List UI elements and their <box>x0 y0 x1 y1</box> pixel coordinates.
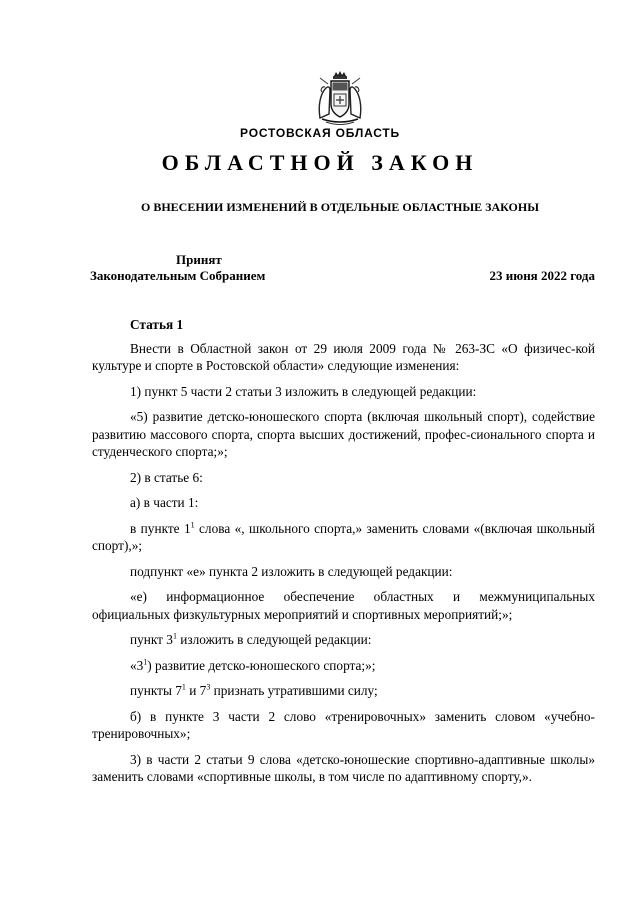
document-body <box>92 316 595 794</box>
paragraph-item-2: 2) в статье 6: <box>130 469 203 485</box>
adoption-body: Законодательным Собранием <box>90 268 266 283</box>
paragraph-item-3: 3) в части 2 статьи 9 слова «детско-юношеские спортивно-адаптивные школы» заменить словами «спортивные школы, в том числе по адаптивному спорту,». <box>92 751 595 784</box>
adoption-label: Принят <box>176 252 222 267</box>
document-subtitle: О ВНЕСЕНИИ ИЗМЕНЕНИЙ В ОТДЕЛЬНЫЕ ОБЛАСТНЫЕ ЗАКОНЫ <box>141 200 539 214</box>
region-name: РОСТОВСКАЯ ОБЛАСТЬ <box>240 126 400 140</box>
paragraph-item-2a-4 <box>92 682 595 700</box>
paragraph-item-2a-3 <box>92 631 595 649</box>
paragraph-item-1: 1) пункт 5 части 2 статьи 3 изложить в следующей редакции: <box>130 383 477 399</box>
paragraph-item-2a-2-text: «е) информационное обеспечение областных и межмуниципальных официальных физкультурных мероприятий и спортивных мероприятий;»; <box>92 589 595 622</box>
article-heading: Статья 1 <box>130 317 184 332</box>
document-title: ОБЛАСТНОЙ ЗАКОН <box>161 150 479 175</box>
paragraph-item-2a-2: подпункт «е» пункта 2 изложить в следующей редакции: <box>130 563 453 579</box>
text-part: и 7 <box>185 683 207 698</box>
text-part: признать утратившими силу; <box>210 683 378 698</box>
superscript: 1 <box>143 657 148 667</box>
superscript: 1 <box>190 520 195 530</box>
paragraph-item-1-text: «5) развитие детско-юношеского спорта (включая школьный спорт), содействие развитию массового спорта, спорта высших достижений, профес-сионального спорта и студенческого спорта;»; <box>92 409 595 459</box>
paragraph-item-2a-3-text <box>92 657 595 675</box>
text-part: «3 <box>130 657 144 673</box>
text-part: пункты 7 <box>130 683 182 698</box>
coat-of-arms-icon <box>314 70 366 126</box>
paragraph-item-2a: а) в части 1: <box>130 495 199 510</box>
adoption-block <box>92 252 302 284</box>
superscript: 1 <box>172 631 177 641</box>
adoption-date: 23 июня 2022 года <box>489 268 595 283</box>
text-part: слова «, школьного спорта,» заменить словами «(включая школьный спорт),»; <box>92 520 596 553</box>
superscript: 3 <box>206 682 211 692</box>
text-part: пункт 3 <box>130 632 173 647</box>
paragraph-item-2b: б) в пункте 3 части 2 слово «тренировочных» заменить словом «учебно-тренировочных»; <box>92 708 595 741</box>
text-part: ) развитие детско-юношеского спорта;»; <box>147 657 376 673</box>
text-part: в пункте 1 <box>130 520 191 536</box>
superscript: 1 <box>181 682 186 692</box>
paragraph-intro: Внести в Областной закон от 29 июля 2009 года № 263-ЗС «О физичес-кой культуре и спорте в Ростовской области» следующие изменения: <box>92 340 595 373</box>
text-part: изложить в следующей редакции: <box>176 632 372 647</box>
paragraph-item-2a-1 <box>92 520 595 555</box>
